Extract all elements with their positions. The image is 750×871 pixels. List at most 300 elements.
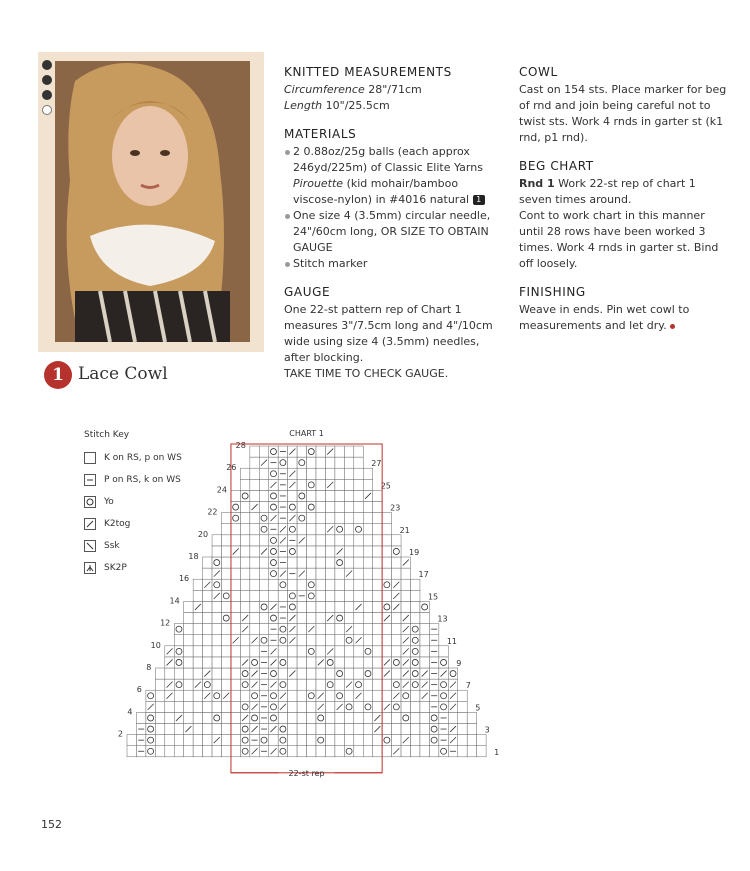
chart-cell [259, 646, 268, 657]
yo-icon [431, 737, 437, 743]
chart-cell [222, 690, 231, 701]
k2tog-icon [280, 537, 286, 543]
stitch-key-title: Stitch Key [84, 430, 130, 440]
yo-icon [337, 671, 343, 677]
k2tog-icon [365, 493, 371, 499]
chart-cell [212, 635, 221, 646]
yo-icon [252, 659, 258, 665]
beg-chart-text: Cont to work chart in this manner until 28 rows have been worked 3 times. Work 4 rnds in garter st. Bind off loosely. [519, 209, 719, 270]
chart-cell [325, 513, 334, 524]
k2tog-icon [214, 571, 220, 577]
yo-icon [270, 471, 276, 477]
chart-cell [401, 568, 410, 579]
chart-cell [477, 735, 486, 746]
chart-cell [250, 590, 259, 601]
chart-cell [335, 712, 344, 723]
k2tog-icon [393, 693, 399, 699]
yo-icon [308, 504, 314, 510]
chart-cell [325, 502, 334, 513]
chart-cell [250, 724, 259, 735]
chart-cell [325, 546, 334, 557]
chart-cell [288, 635, 297, 646]
chart-cell [344, 479, 353, 490]
yarn-detail: (kid mohair/bamboo viscose-nylon) in #4016 natural [293, 177, 470, 206]
chart-cell [174, 635, 183, 646]
yo-icon [441, 682, 447, 688]
k2tog-icon [167, 682, 173, 688]
chart-cell [240, 524, 249, 535]
chart-cell [439, 679, 448, 690]
chart-cell [259, 557, 268, 568]
chart-cell [401, 668, 410, 679]
chart-cell [136, 712, 145, 723]
yo-icon [280, 682, 286, 688]
k2tog-icon [346, 571, 352, 577]
chart-cell [231, 579, 240, 590]
chart-cell [203, 746, 212, 757]
k2tog-icon [384, 659, 390, 665]
chart-cell [212, 579, 221, 590]
chart-cell [392, 590, 401, 601]
chart-cell [184, 613, 193, 624]
chart-cell [231, 490, 240, 501]
chart-cell [382, 646, 391, 657]
chart-cell [344, 535, 353, 546]
k2tog-icon [280, 571, 286, 577]
yo-icon [365, 648, 371, 654]
chart-cell [363, 613, 372, 624]
chart-cell [203, 601, 212, 612]
k2tog-icon [327, 615, 333, 621]
row-number-odd: 5 [475, 703, 481, 713]
chart-cell [259, 457, 268, 468]
stitch-key-item [84, 513, 182, 535]
chart-cell [269, 712, 278, 723]
chart-cell [344, 513, 353, 524]
yo-icon [327, 659, 333, 665]
chart-cell [259, 568, 268, 579]
chart-cell [222, 646, 231, 657]
chart-cell [269, 668, 278, 679]
chart-cell [259, 635, 268, 646]
chart-cell [184, 624, 193, 635]
chart-cell [240, 590, 249, 601]
yo-icon [270, 548, 276, 554]
chart-cell [269, 490, 278, 501]
chart-cell [354, 568, 363, 579]
chart-cell [231, 701, 240, 712]
chart-cell [240, 502, 249, 513]
chart-cell [250, 601, 259, 612]
chart-cell [269, 679, 278, 690]
chart-cell [354, 635, 363, 646]
chart-cell [354, 646, 363, 657]
chart-cell [448, 668, 457, 679]
chart-cell [222, 613, 231, 624]
chart-cell [203, 579, 212, 590]
k2tog-icon [327, 482, 333, 488]
chart-cell [288, 546, 297, 557]
chart-cell [278, 679, 287, 690]
chart-cell [250, 546, 259, 557]
row-number-even: 24 [216, 485, 227, 495]
chart-cell [354, 446, 363, 457]
chart-cell [146, 746, 155, 757]
k2tog-icon [318, 659, 324, 665]
chart-cell [392, 546, 401, 557]
cowl-heading: COWL [519, 65, 558, 79]
k2tog-icon [403, 682, 409, 688]
chart-cell [392, 679, 401, 690]
chart-cell [155, 724, 164, 735]
chart-cell [250, 502, 259, 513]
chart-cell [382, 668, 391, 679]
chart-cell [344, 590, 353, 601]
chart-cell [411, 724, 420, 735]
chart-cell [458, 746, 467, 757]
chart-cell [288, 624, 297, 635]
chart-cell [354, 557, 363, 568]
k2tog-icon [393, 582, 399, 588]
yo-icon [308, 449, 314, 455]
chart-cell [259, 701, 268, 712]
chart-cell [458, 701, 467, 712]
chart-cell [411, 690, 420, 701]
chart-cell [240, 735, 249, 746]
chart-cell [344, 613, 353, 624]
yo-icon [346, 637, 352, 643]
chart-cell [411, 624, 420, 635]
yo-icon [148, 715, 154, 721]
chart-cell [392, 735, 401, 746]
chart-cell [278, 724, 287, 735]
chart-cell [363, 601, 372, 612]
chart-cell [297, 657, 306, 668]
chart-cell [212, 746, 221, 757]
chart-cell [335, 457, 344, 468]
finishing-body: Weave in ends. Pin wet cowl to measurements and let dry. [519, 303, 690, 332]
yo-icon [346, 748, 352, 754]
chart-cell [316, 635, 325, 646]
page-number: 152 [41, 818, 62, 831]
chart-cell [288, 479, 297, 490]
chart-cell [401, 746, 410, 757]
k2tog-icon [384, 704, 390, 710]
chart-cell [231, 668, 240, 679]
chart-cell [222, 668, 231, 679]
yo-icon [365, 704, 371, 710]
sk2p-icon [84, 562, 96, 574]
beg-chart-rnd [519, 176, 729, 208]
chart-cell [184, 712, 193, 723]
chart-cell [363, 579, 372, 590]
k2tog-icon [280, 704, 286, 710]
k2tog-icon [252, 504, 258, 510]
chart-cell [222, 579, 231, 590]
chart-cell [373, 746, 382, 757]
chart-cell [458, 724, 467, 735]
chart-cell [136, 724, 145, 735]
chart-cell [184, 735, 193, 746]
chart-cell [325, 535, 334, 546]
yo-icon [337, 526, 343, 532]
row-number-odd: 9 [456, 659, 462, 668]
yo-icon [270, 537, 276, 543]
chart-cell [411, 590, 420, 601]
k2tog-icon [195, 682, 201, 688]
stitch-key [84, 430, 182, 579]
k2tog-icon [270, 726, 276, 732]
chart-cell [231, 535, 240, 546]
chart-cell [354, 513, 363, 524]
chart-cell [307, 590, 316, 601]
chart-cell [288, 746, 297, 757]
chart-cell [363, 746, 372, 757]
chart-cell [373, 524, 382, 535]
chart-cell [203, 657, 212, 668]
chart-cell [269, 502, 278, 513]
chart-cell [193, 579, 202, 590]
chart-cell [297, 446, 306, 457]
yo-icon [242, 737, 248, 743]
chart-cell [203, 613, 212, 624]
row-number-even: 28 [235, 441, 246, 450]
chart-cell [325, 524, 334, 535]
k2tog-icon [214, 737, 220, 743]
chart-cell [288, 679, 297, 690]
chart-cell [297, 490, 306, 501]
chart-cell [392, 746, 401, 757]
chart-cell [411, 735, 420, 746]
chart-cell [335, 690, 344, 701]
chart-cell [269, 613, 278, 624]
k2tog-icon [270, 515, 276, 521]
chart-cell [401, 590, 410, 601]
chart-cell [278, 479, 287, 490]
chart-cell [269, 646, 278, 657]
chart-cell [344, 646, 353, 657]
gauge-check: TAKE TIME TO CHECK GAUGE. [284, 367, 449, 380]
materials-item-marker: Stitch marker [284, 256, 504, 272]
chart-cell [335, 568, 344, 579]
yo-icon [412, 637, 418, 643]
chart-cell [448, 724, 457, 735]
k2tog-icon [289, 515, 295, 521]
chart-cell [458, 690, 467, 701]
k2tog-icon [327, 648, 333, 654]
chart-cell [174, 657, 183, 668]
yo-icon [412, 626, 418, 632]
chart-cell [307, 735, 316, 746]
cowl-text: Cast on 154 sts. Place marker for beg of rnd and join being careful not to twist sts. Work 4 rnds in garter st (k1 rnd, p1 rnd). [519, 83, 727, 144]
chart-cell [184, 601, 193, 612]
chart-cell [325, 724, 334, 735]
chart-cell [250, 679, 259, 690]
chart-cell [240, 579, 249, 590]
chart-cell [401, 724, 410, 735]
chart-cell [344, 446, 353, 457]
chart-cell [259, 590, 268, 601]
chart-cell [373, 679, 382, 690]
yo-icon [327, 682, 333, 688]
chart-cell [269, 535, 278, 546]
chart-cell [363, 624, 372, 635]
column-left [284, 64, 504, 382]
chart-cell [382, 735, 391, 746]
chart-cell [288, 701, 297, 712]
yo-icon [176, 648, 182, 654]
k2tog-icon [167, 659, 173, 665]
chart-cell [240, 601, 249, 612]
yo-icon [403, 715, 409, 721]
chart-cell [146, 724, 155, 735]
chart-cell [165, 746, 174, 757]
chart-cell [316, 613, 325, 624]
chart-cell [222, 635, 231, 646]
chart-cell [240, 701, 249, 712]
k2tog-icon [148, 704, 154, 710]
chart-cell [250, 690, 259, 701]
stitch-key-label: Ssk [104, 541, 120, 551]
k2tog-icon [204, 671, 210, 677]
chart-cell [354, 712, 363, 723]
chart-cell [288, 513, 297, 524]
chart-cell [373, 502, 382, 513]
row-number-even: 10 [150, 640, 161, 650]
chart-cell [231, 601, 240, 612]
chart-cell [448, 701, 457, 712]
k2tog-icon [270, 682, 276, 688]
chart-cell [212, 679, 221, 690]
chart-cell [240, 668, 249, 679]
k2tog-icon [403, 560, 409, 566]
chart-cell [335, 557, 344, 568]
chart-cell [316, 646, 325, 657]
chart-cell [278, 735, 287, 746]
model-illustration [55, 61, 250, 342]
chart-cell [420, 668, 429, 679]
materials-heading: MATERIALS [284, 127, 357, 141]
yo-icon [289, 504, 295, 510]
blank-icon [84, 452, 96, 464]
k2tog-icon [393, 593, 399, 599]
chart-cell [382, 513, 391, 524]
chart-cell [316, 457, 325, 468]
chart-cell [354, 735, 363, 746]
chart-cell [231, 735, 240, 746]
yo-icon [337, 560, 343, 566]
chart-cell [259, 746, 268, 757]
yo-icon [393, 659, 399, 665]
chart-cell [420, 646, 429, 657]
chart-cell [278, 535, 287, 546]
yo-icon [214, 582, 220, 588]
yo-icon [318, 737, 324, 743]
chart-cell [288, 468, 297, 479]
chart-cell [278, 557, 287, 568]
chart-cell [344, 679, 353, 690]
chart-cell [373, 557, 382, 568]
chart-cell [278, 701, 287, 712]
chart-cell [363, 690, 372, 701]
chart-cell [278, 624, 287, 635]
chart-cell [401, 613, 410, 624]
chart-cell [325, 668, 334, 679]
chart-cell [354, 724, 363, 735]
chart-cell [297, 712, 306, 723]
yo-icon [270, 704, 276, 710]
k2tog-icon [422, 671, 428, 677]
row-number-odd: 1 [494, 747, 500, 757]
tab-dot [42, 60, 52, 70]
chart-cell [420, 635, 429, 646]
chart-cell [420, 712, 429, 723]
chart-cell [184, 668, 193, 679]
chart-cell [439, 724, 448, 735]
chart-cell [259, 479, 268, 490]
yo-icon [412, 682, 418, 688]
k2tog-icon [289, 615, 295, 621]
chart-cell [155, 690, 164, 701]
chart-cell [212, 557, 221, 568]
chart-cell [222, 701, 231, 712]
chart-cell [288, 524, 297, 535]
yo-icon [242, 726, 248, 732]
row-number-even: 8 [146, 663, 152, 672]
chart-cell [335, 535, 344, 546]
chart-cell [316, 468, 325, 479]
column-right [519, 64, 729, 334]
chart-cell [165, 668, 174, 679]
chart-cell [344, 746, 353, 757]
chart-cell [297, 746, 306, 757]
chart-cell [250, 468, 259, 479]
chart-cell [184, 657, 193, 668]
chart-cell [259, 502, 268, 513]
chart-cell [174, 724, 183, 735]
k2tog-icon [327, 526, 333, 532]
chart-cell [373, 513, 382, 524]
chart-cell [411, 657, 420, 668]
chart-cell [250, 635, 259, 646]
yo-icon [308, 693, 314, 699]
chart-cell [278, 513, 287, 524]
gauge-heading: GAUGE [284, 285, 331, 299]
chart-cell [420, 701, 429, 712]
chart-cell [250, 513, 259, 524]
yo-icon [289, 593, 295, 599]
k2tog-icon [270, 482, 276, 488]
yo-icon [422, 604, 428, 610]
chart-cell [269, 724, 278, 735]
chart-cell [278, 601, 287, 612]
k2tog-icon [356, 637, 362, 643]
chart-cell [240, 724, 249, 735]
chart-cell [477, 746, 486, 757]
chart-cell [288, 490, 297, 501]
chart-cell [269, 446, 278, 457]
chart-cell [344, 468, 353, 479]
chart-cell [250, 701, 259, 712]
model-photo [55, 61, 250, 342]
chart-cell [363, 490, 372, 501]
yo-icon [242, 671, 248, 677]
chart-cell [155, 701, 164, 712]
repeat-box [231, 444, 382, 773]
row-number-even: 12 [160, 618, 171, 628]
chart-cell [325, 457, 334, 468]
chart-cell [184, 746, 193, 757]
